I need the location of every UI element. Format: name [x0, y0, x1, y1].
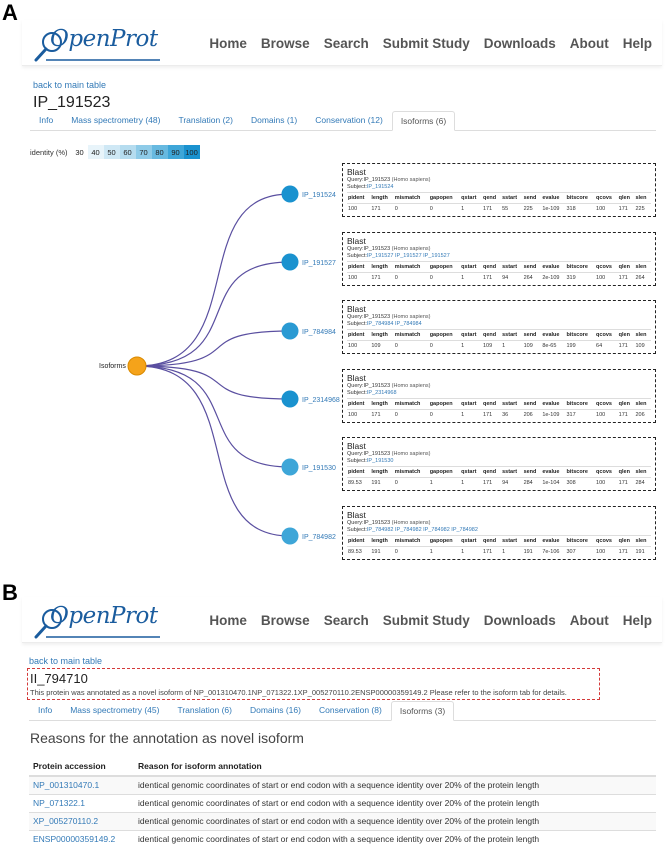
blast-col-header: length [370, 330, 393, 341]
tab-conservation[interactable]: Conservation (8) [318, 705, 382, 715]
blast-col-header: gapopen [429, 193, 460, 204]
back-link-a[interactable]: back to main table [33, 80, 107, 90]
blast-title: Blast [347, 441, 366, 451]
blast-cell: 55 [501, 204, 522, 215]
blast-col-header: slen [634, 330, 651, 341]
blast-cell: 0 [394, 410, 429, 421]
isoform-node[interactable] [282, 323, 299, 340]
blast-query: Query:IP_191523 (Homo sapiens) [347, 314, 431, 320]
blast-col-header: bitscore [565, 330, 595, 341]
blast-cell: 284 [634, 478, 651, 489]
blast-col-header: gapopen [429, 262, 460, 273]
blast-col-header: pident [347, 399, 370, 410]
blast-col-header: send [523, 262, 542, 273]
tab-isoforms[interactable]: Isoforms (3) [391, 701, 454, 721]
blast-cell: 1 [460, 478, 482, 489]
blast-cell: 0 [394, 204, 429, 215]
blast-cell: 1 [501, 547, 522, 558]
blast-col-header: qend [482, 262, 501, 273]
blast-cell: 94 [501, 273, 522, 284]
isoform-node-label[interactable]: IP_191530 [302, 465, 336, 472]
back-link-b[interactable]: back to main table [29, 656, 103, 666]
legend-cell: 80 [152, 145, 168, 159]
blast-col-header: qstart [460, 262, 482, 273]
blast-col-header: send [523, 536, 542, 547]
table-row [29, 794, 656, 812]
blast-cell: 308 [565, 478, 595, 489]
blast-col-header: gapopen [429, 399, 460, 410]
blast-col-header: mismatch [394, 330, 429, 341]
blast-col-header: sstart [501, 193, 522, 204]
table-row [29, 830, 656, 848]
subject-link[interactable]: IP_191527 [366, 253, 396, 259]
blast-col-header: qcovs [595, 330, 618, 341]
blast-cell: 191 [370, 478, 393, 489]
blast-cell: 171 [370, 273, 393, 284]
blast-cell: 100 [347, 273, 370, 284]
section-title: Reasons for the annotation as novel isoform [30, 730, 304, 746]
blast-col-header: length [370, 536, 393, 547]
isoform-node[interactable] [282, 254, 299, 271]
isoform-node[interactable] [282, 186, 299, 203]
blast-table [347, 192, 651, 214]
blast-cell: 1e-109 [541, 410, 565, 421]
page-title-b: II_794710 [30, 671, 88, 686]
blast-cell: 109 [634, 341, 651, 352]
blast-cell: 0 [394, 341, 429, 352]
isoform-node-label[interactable]: IP_784982 [302, 534, 336, 541]
blast-col-header: qend [482, 193, 501, 204]
blast-col-header: evalue [541, 330, 565, 341]
blast-col-header: mismatch [394, 193, 429, 204]
graph-edge [137, 331, 290, 366]
nav-help[interactable]: Help [622, 35, 652, 51]
blast-col-header: qcovs [595, 193, 618, 204]
isoform-node[interactable] [282, 459, 299, 476]
blast-query: Query:IP_191523 (Homo sapiens) [347, 383, 431, 389]
blast-cell: 1 [460, 410, 482, 421]
nav-submit-study[interactable]: Submit Study [382, 612, 470, 628]
blast-col-header: gapopen [429, 467, 460, 478]
tab-domains[interactable]: Domains (16) [249, 705, 301, 715]
blast-cell: 171 [618, 273, 635, 284]
blast-cell: 191 [634, 547, 651, 558]
blast-cell: 171 [482, 547, 501, 558]
graph-edge [137, 194, 290, 366]
legend-cell: 40 [88, 145, 104, 159]
tab-translation[interactable]: Translation (6) [177, 705, 232, 715]
main-nav [209, 20, 652, 66]
blast-col-header: qcovs [595, 536, 618, 547]
blast-cell: 1 [460, 341, 482, 352]
blast-cell: 264 [634, 273, 651, 284]
blast-col-header: pident [347, 536, 370, 547]
blast-col-header: slen [634, 399, 651, 410]
blast-col-header: qlen [618, 399, 635, 410]
site-header-a [22, 20, 662, 66]
blast-cell: 318 [565, 204, 595, 215]
logo-text: OpenProt [50, 26, 158, 52]
blast-cell: 199 [565, 341, 595, 352]
reason-text: identical genomic coordinates of start or end codon with a sequence identity over 20% of the protein length [134, 776, 656, 794]
blast-cell: 7e-106 [541, 547, 565, 558]
blast-cell: 191 [523, 547, 542, 558]
blast-cell: 36 [501, 410, 522, 421]
blast-cell: 100 [595, 204, 618, 215]
blast-col-header: length [370, 399, 393, 410]
blast-query: Query:IP_191523 (Homo sapiens) [347, 520, 431, 526]
blast-col-header: pident [347, 262, 370, 273]
blast-col-header: qcovs [595, 399, 618, 410]
blast-col-header: qend [482, 536, 501, 547]
isoform-node[interactable] [282, 528, 299, 545]
nav-about[interactable]: About [569, 612, 609, 628]
blast-title: Blast [347, 167, 366, 177]
blast-col-header: qstart [460, 399, 482, 410]
nav-submit-study[interactable]: Submit Study [382, 35, 470, 51]
blast-col-header: evalue [541, 536, 565, 547]
nav-downloads[interactable]: Downloads [483, 35, 556, 51]
blast-table [347, 466, 651, 488]
nav-help[interactable]: Help [622, 612, 652, 628]
blast-col-header: sstart [501, 399, 522, 410]
table-row [29, 812, 656, 830]
reason-text: identical genomic coordinates of start or end codon with a sequence identity over 20% of the protein length [134, 794, 656, 812]
blast-subject: Subject:IP_191530 [347, 458, 394, 464]
blast-cell: 191 [370, 547, 393, 558]
site-header-b [22, 597, 662, 643]
legend-cell: 90 [168, 145, 184, 159]
blast-col-header: send [523, 467, 542, 478]
graph-edge [137, 366, 290, 467]
blast-cell: 1 [429, 547, 460, 558]
subject-link[interactable]: IP_784984 [366, 321, 396, 327]
blast-cell: 0 [394, 478, 429, 489]
blast-col-header: qstart [460, 193, 482, 204]
blast-cell: 0 [429, 341, 460, 352]
tab-info[interactable]: Info [39, 115, 54, 125]
blast-col-header: slen [634, 262, 651, 273]
blast-col-header: evalue [541, 193, 565, 204]
blast-col-header: gapopen [429, 536, 460, 547]
tab-conservation[interactable]: Conservation (12) [315, 115, 383, 125]
blast-query: Query:IP_191523 (Homo sapiens) [347, 451, 431, 457]
blast-cell: 1 [460, 273, 482, 284]
blast-cell: 109 [523, 341, 542, 352]
legend-cell: 60 [120, 145, 136, 159]
blast-col-header: pident [347, 330, 370, 341]
blast-cell: 100 [347, 341, 370, 352]
col-reason: Reason for isoform annotation [134, 757, 656, 776]
blast-col-header: qlen [618, 193, 635, 204]
blast-title: Blast [347, 304, 366, 314]
subject-link[interactable]: IP_784982 [423, 527, 452, 533]
blast-col-header: bitscore [565, 399, 595, 410]
blast-cell: 206 [634, 410, 651, 421]
subject-link[interactable]: IP_191530 [366, 458, 394, 464]
subject-link[interactable]: IP_784982 [366, 527, 396, 533]
table-row [29, 776, 656, 794]
blast-cell: 171 [482, 410, 501, 421]
tab-mass-spectrometry[interactable]: Mass spectrometry (48) [71, 115, 161, 125]
blast-col-header: mismatch [394, 262, 429, 273]
blast-cell: 1 [501, 341, 522, 352]
reasons-table [29, 757, 656, 848]
blast-table [347, 261, 651, 283]
accession-link[interactable]: XP_005270110.2 [29, 812, 134, 830]
blast-cell: 64 [595, 341, 618, 352]
blast-col-header: pident [347, 467, 370, 478]
blast-cell: 0 [429, 410, 460, 421]
nav-home[interactable]: Home [209, 35, 247, 51]
tab-mass-spectrometry[interactable]: Mass spectrometry (45) [70, 705, 160, 715]
tab-domains[interactable]: Domains (1) [250, 115, 298, 125]
blast-subject: Subject:IP_784982 IP_784982 IP_784982 IP_784982 [347, 527, 478, 533]
isoform-node[interactable] [282, 391, 299, 408]
tab-translation[interactable]: Translation (2) [178, 115, 233, 125]
blast-col-header: slen [634, 536, 651, 547]
blast-title: Blast [347, 236, 366, 246]
nav-search[interactable]: Search [323, 35, 369, 51]
blast-table [347, 535, 651, 557]
isoform-node-label[interactable]: IP_2314968 [302, 397, 340, 404]
blast-cell: 171 [618, 410, 635, 421]
blast-cell: 171 [482, 478, 501, 489]
blast-cell: 307 [565, 547, 595, 558]
nav-downloads[interactable]: Downloads [483, 612, 556, 628]
nav-browse[interactable]: Browse [260, 612, 310, 628]
logo-text: OpenProt [50, 603, 158, 629]
accession-link[interactable]: NP_001310470.1 [29, 776, 134, 794]
isoform-note: This protein was annotated as a novel isoform of NP_001310470.1NP_071322.1XP_005270110.2ENSP00000359149.2 Please refer to the isoform tab for details. [30, 688, 567, 697]
openprot-logo[interactable] [32, 22, 162, 64]
accession-link[interactable]: NP_071322.1 [29, 794, 134, 812]
subject-link[interactable]: IP_784984 [395, 321, 422, 327]
blast-cell: 1 [429, 478, 460, 489]
subject-link[interactable]: IP_784982 [395, 527, 424, 533]
panel-b-label: B [2, 580, 18, 605]
tab-isoforms[interactable]: Isoforms (6) [392, 111, 455, 131]
blast-col-header: slen [634, 467, 651, 478]
blast-box [342, 232, 656, 286]
tab-info[interactable]: Info [38, 705, 53, 715]
subject-link[interactable]: IP_784982 [451, 527, 478, 533]
blast-cell: 171 [482, 273, 501, 284]
graph-edge [137, 366, 290, 536]
blast-col-header: qend [482, 399, 501, 410]
subject-link[interactable]: IP_191527 [395, 253, 424, 259]
blast-cell: 284 [523, 478, 542, 489]
blast-cell: 100 [595, 410, 618, 421]
blast-cell: 109 [370, 341, 393, 352]
blast-col-header: qlen [618, 467, 635, 478]
panel-a-label: A [2, 0, 18, 25]
blast-subject: Subject:IP_191524 [347, 184, 394, 190]
blast-cell: 2e-109 [541, 273, 565, 284]
subject-link[interactable]: IP_191527 [423, 253, 450, 259]
blast-subject: Subject:IP_2314968 [347, 390, 397, 396]
blast-subject: Subject:IP_784984 IP_784984 [347, 321, 422, 327]
blast-col-header: sstart [501, 467, 522, 478]
blast-col-header: send [523, 399, 542, 410]
blast-subject: Subject:IP_191527 IP_191527 IP_191527 [347, 253, 450, 259]
legend-cell: 100 [184, 145, 200, 159]
blast-col-header: sstart [501, 330, 522, 341]
blast-cell: 1e-109 [541, 204, 565, 215]
center-node-label: Isoforms [99, 363, 126, 370]
blast-cell: 171 [370, 410, 393, 421]
blast-cell: 89.53 [347, 547, 370, 558]
legend-cell: 70 [136, 145, 152, 159]
blast-cell: 171 [618, 341, 635, 352]
isoform-node-label[interactable]: IP_191524 [302, 192, 336, 199]
blast-col-header: pident [347, 193, 370, 204]
blast-cell: 171 [618, 547, 635, 558]
nav-about[interactable]: About [569, 35, 609, 51]
blast-col-header: mismatch [394, 399, 429, 410]
blast-col-header: slen [634, 193, 651, 204]
legend-cell: 30 [72, 145, 88, 159]
blast-col-header: bitscore [565, 193, 595, 204]
blast-cell: 100 [595, 273, 618, 284]
subject-link[interactable]: IP_2314968 [366, 390, 397, 396]
blast-cell: 225 [523, 204, 542, 215]
nav-search[interactable]: Search [323, 612, 369, 628]
blast-cell: 94 [501, 478, 522, 489]
blast-col-header: send [523, 330, 542, 341]
graph-edge [137, 262, 290, 366]
legend-cell: 50 [104, 145, 120, 159]
blast-cell: 8e-65 [541, 341, 565, 352]
blast-cell: 89.53 [347, 478, 370, 489]
blast-col-header: mismatch [394, 467, 429, 478]
blast-col-header: bitscore [565, 262, 595, 273]
blast-col-header: qstart [460, 467, 482, 478]
blast-box [342, 163, 656, 217]
blast-cell: 319 [565, 273, 595, 284]
blast-col-header: evalue [541, 467, 565, 478]
blast-col-header: sstart [501, 262, 522, 273]
openprot-logo[interactable] [32, 599, 162, 641]
blast-cell: 171 [618, 204, 635, 215]
col-protein-accession: Protein accession [29, 757, 134, 776]
blast-col-header: qlen [618, 330, 635, 341]
blast-cell: 0 [394, 273, 429, 284]
blast-col-header: send [523, 193, 542, 204]
blast-cell: 100 [595, 478, 618, 489]
isoform-node-label[interactable]: IP_784984 [302, 329, 336, 336]
blast-cell: 0 [394, 547, 429, 558]
blast-col-header: qstart [460, 536, 482, 547]
blast-col-header: sstart [501, 536, 522, 547]
reason-text: identical genomic coordinates of start or end codon with a sequence identity over 20% of the protein length [134, 812, 656, 830]
blast-cell: 171 [482, 204, 501, 215]
blast-cell: 1 [460, 204, 482, 215]
blast-cell: 100 [347, 410, 370, 421]
blast-table [347, 329, 651, 351]
nav-browse[interactable]: Browse [260, 35, 310, 51]
blast-col-header: qstart [460, 330, 482, 341]
blast-col-header: bitscore [565, 536, 595, 547]
blast-cell: 171 [618, 478, 635, 489]
tabs-b [29, 701, 656, 721]
blast-cell: 1e-104 [541, 478, 565, 489]
blast-col-header: qend [482, 330, 501, 341]
blast-cell: 109 [482, 341, 501, 352]
blast-cell: 100 [595, 547, 618, 558]
blast-title: Blast [347, 510, 366, 520]
blast-col-header: qend [482, 467, 501, 478]
blast-col-header: bitscore [565, 467, 595, 478]
blast-title: Blast [347, 373, 366, 383]
blast-col-header: mismatch [394, 536, 429, 547]
blast-query: Query:IP_191523 (Homo sapiens) [347, 177, 431, 183]
subject-link[interactable]: IP_191524 [366, 184, 394, 190]
blast-cell: 225 [634, 204, 651, 215]
novel-isoform-highlight [27, 668, 600, 700]
blast-cell: 317 [565, 410, 595, 421]
legend-label: identity (%) [30, 147, 68, 157]
main-nav [209, 597, 652, 643]
blast-col-header: evalue [541, 399, 565, 410]
blast-cell: 100 [347, 204, 370, 215]
blast-col-header: gapopen [429, 330, 460, 341]
blast-col-header: evalue [541, 262, 565, 273]
blast-cell: 0 [429, 204, 460, 215]
blast-col-header: length [370, 262, 393, 273]
nav-home[interactable]: Home [209, 612, 247, 628]
blast-box [342, 300, 656, 354]
page-title-a: IP_191523 [33, 94, 111, 111]
blast-col-header: qcovs [595, 262, 618, 273]
blast-box [342, 506, 656, 560]
blast-box [342, 437, 656, 491]
graph-edge [137, 366, 290, 399]
blast-cell: 264 [523, 273, 542, 284]
center-node[interactable] [128, 357, 146, 375]
tabs-a [30, 111, 656, 131]
blast-col-header: qcovs [595, 467, 618, 478]
blast-table [347, 398, 651, 420]
blast-box [342, 369, 656, 423]
reason-text: identical genomic coordinates of start or end codon with a sequence identity over 20% of the protein length [134, 830, 656, 848]
blast-cell: 0 [429, 273, 460, 284]
blast-col-header: length [370, 193, 393, 204]
blast-col-header: qlen [618, 262, 635, 273]
accession-link[interactable]: ENSP00000359149.2 [29, 830, 134, 848]
blast-query: Query:IP_191523 (Homo sapiens) [347, 246, 431, 252]
blast-cell: 206 [523, 410, 542, 421]
blast-cell: 171 [370, 204, 393, 215]
blast-col-header: qlen [618, 536, 635, 547]
identity-legend [30, 145, 200, 159]
isoform-node-label[interactable]: IP_191527 [302, 260, 336, 267]
blast-cell: 1 [460, 547, 482, 558]
blast-col-header: length [370, 467, 393, 478]
